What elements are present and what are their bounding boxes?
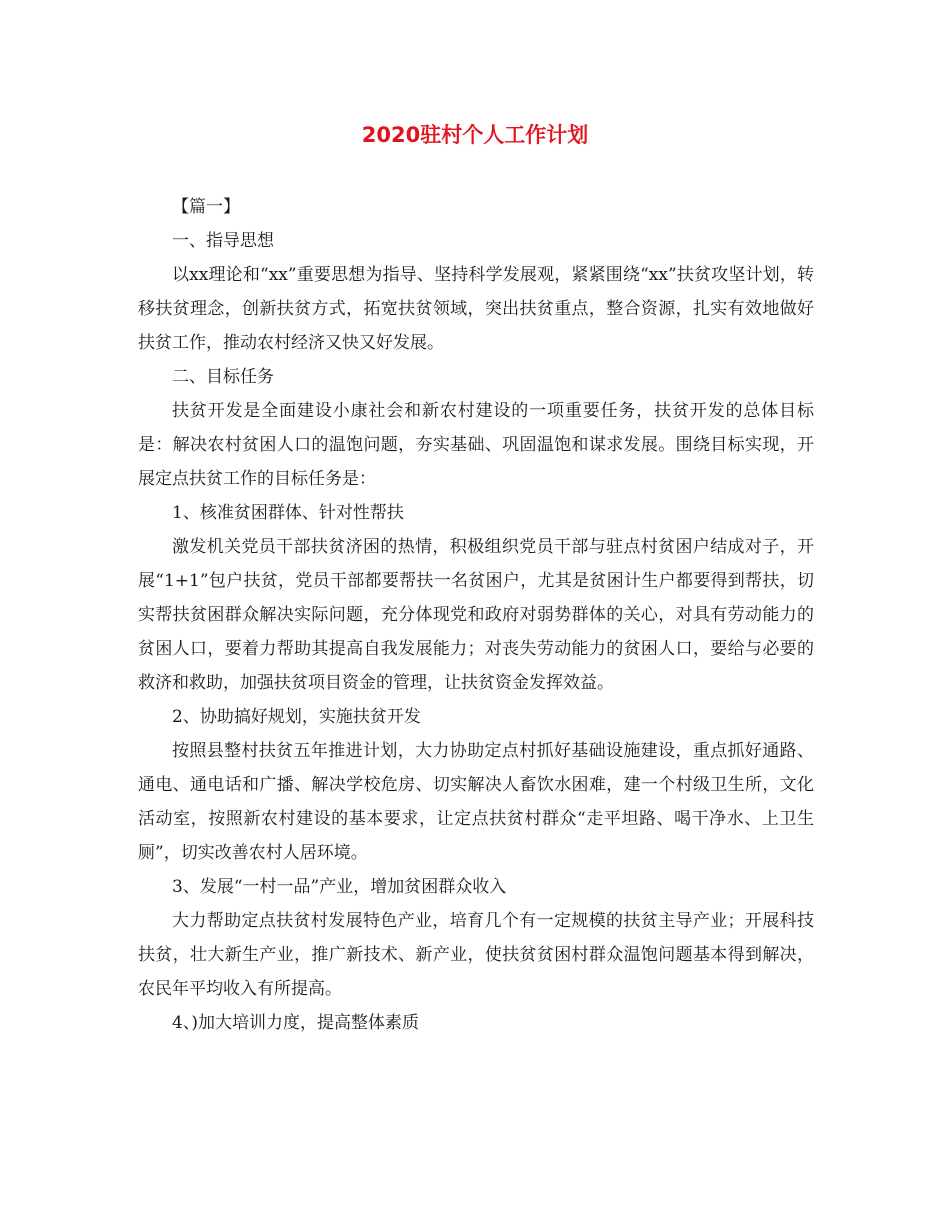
paragraph-guiding-ideology: 以xx理论和“xx”重要思想为指导、坚持科学发展观，紧紧围绕“xx”扶贫攻坚计划，转移扶贫理念，创新扶贫方式，拓宽扶贫领域，突出扶贫重点，整合资源，扎实有效地做好扶贫工作，推动农村经济又快又好发展。	[138, 265, 814, 353]
subheading-4: 4、)加大培训力度，提高整体素质	[172, 1013, 419, 1033]
subheading-2: 2、协助搞好规划，实施扶贫开发	[172, 707, 421, 727]
subheading-1: 1、核准贫困群体、针对性帮扶	[172, 503, 404, 523]
paragraph-1: 激发机关党员干部扶贫济困的热情，积极组织党员干部与驻点村贫困户结成对子，开展“1+1”包户扶贫，党员干部都要帮扶一名贫困户，尤其是贫困计生户都要得到帮扶，切实帮扶贫困群众解决实际问题，充分体现党和政府对弱势群体的关心，对具有劳动能力的贫困人口，要着力帮助其提高自我发展能力；对丧失劳动能力的贫困人口，要给与必要的救济和救助，加强扶贫项目资金的管理，让扶贫资金发挥效益。	[138, 537, 814, 693]
heading-guiding-ideology: 一、指导思想	[172, 231, 274, 251]
heading-target-tasks: 二、目标任务	[172, 367, 274, 387]
paragraph-3: 大力帮助定点扶贫村发展特色产业，培育几个有一定规模的扶贫主导产业；开展科技扶贫，壮大新生产业，推广新技术、新产业，使扶贫贫困村群众温饱问题基本得到解决，农民年平均收入有所提高。	[138, 911, 814, 999]
paragraph-target-tasks: 扶贫开发是全面建设小康社会和新农村建设的一项重要任务，扶贫开发的总体目标是：解决农村贫困人口的温饱问题，夯实基础、巩固温饱和谋求发展。围绕目标实现，开展定点扶贫工作的目标任务是：	[138, 401, 814, 489]
document-title: 2020驻村个人工作计划	[361, 123, 589, 147]
document-body	[138, 190, 814, 1040]
subheading-3: 3、发展“一村一品”产业，增加贫困群众收入	[172, 877, 507, 897]
section-marker: 【篇一】	[172, 197, 240, 217]
paragraph-2: 按照县整村扶贫五年推进计划，大力协助定点村抓好基础设施建设，重点抓好通路、通电、通电话和广播、解决学校危房、切实解决人畜饮水困难，建一个村级卫生所，文化活动室，按照新农村建设的基本要求，让定点扶贫村群众“走平坦路、喝干净水、上卫生厕”，切实改善农村人居环境。	[138, 741, 814, 863]
